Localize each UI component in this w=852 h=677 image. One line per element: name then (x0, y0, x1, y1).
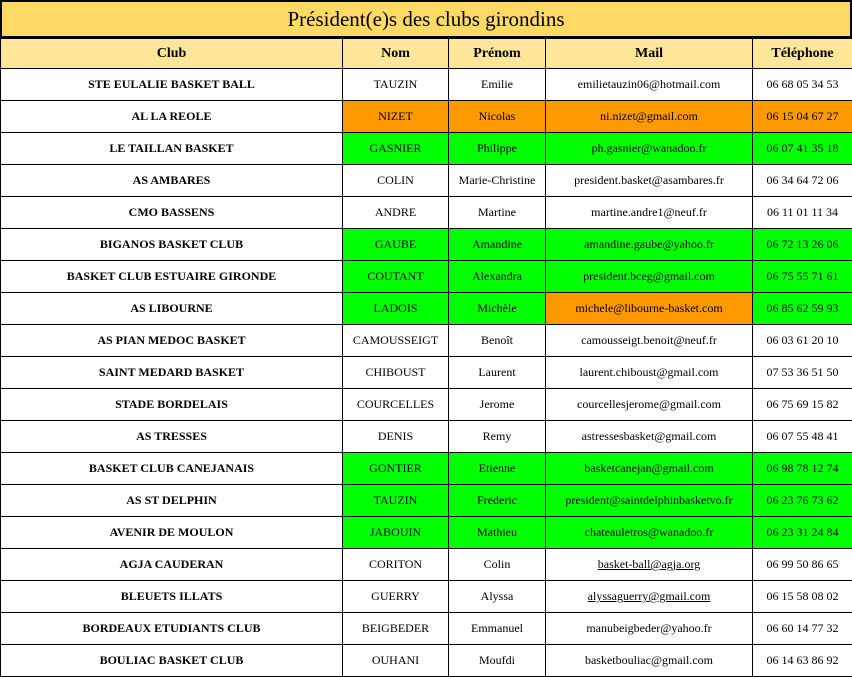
cell-telephone[interactable]: 06 34 64 72 06 (753, 165, 852, 197)
cell-telephone[interactable]: 06 15 04 67 27 (753, 101, 852, 133)
cell-nom[interactable]: GUERRY (343, 581, 449, 613)
cell-mail[interactable]: amandine.gaube@yahoo.fr (546, 229, 753, 261)
cell-prenom[interactable]: Alyssa (449, 581, 546, 613)
cell-mail[interactable]: michele@libourne-basket.com (546, 293, 753, 325)
cell-prenom[interactable]: Nicolas (449, 101, 546, 133)
column-header-mail[interactable]: Mail (546, 39, 753, 69)
cell-nom[interactable]: OUHANI (343, 645, 449, 677)
cell-nom[interactable]: NIZET (343, 101, 449, 133)
cell-nom[interactable]: CHIBOUST (343, 357, 449, 389)
table-row (1, 421, 852, 453)
cell-prenom[interactable]: Michèle (449, 293, 546, 325)
cell-prenom[interactable]: Frederic (449, 485, 546, 517)
cell-mail[interactable]: courcellesjerome@gmail.com (546, 389, 753, 421)
cell-club[interactable]: AGJA CAUDERAN (1, 549, 343, 581)
table-row (1, 581, 852, 613)
cell-telephone[interactable]: 07 53 36 51 50 (753, 357, 852, 389)
cell-prenom[interactable]: Moufdi (449, 645, 546, 677)
cell-mail[interactable]: alyssaguerry@gmail.com (546, 581, 753, 613)
cell-club[interactable]: BASKET CLUB ESTUAIRE GIRONDE (1, 261, 343, 293)
cell-nom[interactable]: TAUZIN (343, 69, 449, 101)
cell-telephone[interactable]: 06 85 62 59 93 (753, 293, 852, 325)
cell-prenom[interactable]: Colin (449, 549, 546, 581)
table-row (1, 293, 852, 325)
cell-club[interactable]: CMO BASSENS (1, 197, 343, 229)
cell-mail[interactable]: emilietauzin06@hotmail.com (546, 69, 753, 101)
cell-nom[interactable]: CORITON (343, 549, 449, 581)
cell-prenom[interactable]: Philippe (449, 133, 546, 165)
cell-club[interactable]: AS TRESSES (1, 421, 343, 453)
column-header-nom[interactable]: Nom (343, 39, 449, 69)
cell-telephone[interactable]: 06 07 41 35 18 (753, 133, 852, 165)
cell-club[interactable]: LE TAILLAN BASKET (1, 133, 343, 165)
cell-telephone[interactable]: 06 03 61 20 10 (753, 325, 852, 357)
cell-mail[interactable]: president@saintdelphinbasketvo.fr (546, 485, 753, 517)
cell-telephone[interactable]: 06 98 78 12 74 (753, 453, 852, 485)
cell-mail[interactable]: manubeigbeder@yahoo.fr (546, 613, 753, 645)
cell-telephone[interactable]: 06 99 50 86 65 (753, 549, 852, 581)
cell-mail[interactable]: laurent.chiboust@gmail.com (546, 357, 753, 389)
cell-telephone[interactable]: 06 23 31 24 84 (753, 517, 852, 549)
cell-club[interactable]: AS PIAN MEDOC BASKET (1, 325, 343, 357)
cell-prenom[interactable]: Marie-Christine (449, 165, 546, 197)
cell-mail[interactable]: president.bceg@gmail.com (546, 261, 753, 293)
column-header-prenom[interactable]: Prénom (449, 39, 546, 69)
cell-mail[interactable]: basketbouliac@gmail.com (546, 645, 753, 677)
cell-nom[interactable]: TAUZIN (343, 485, 449, 517)
cell-telephone[interactable]: 06 75 55 71 61 (753, 261, 852, 293)
cell-prenom[interactable]: Laurent (449, 357, 546, 389)
cell-club[interactable]: BASKET CLUB CANEJANAIS (1, 453, 343, 485)
cell-nom[interactable]: BEIGBEDER (343, 613, 449, 645)
table-row (1, 69, 852, 101)
cell-prenom[interactable]: Alexandra (449, 261, 546, 293)
table-row (1, 453, 852, 485)
column-header-club[interactable]: Club (1, 39, 343, 69)
cell-nom[interactable]: LADOIS (343, 293, 449, 325)
cell-nom[interactable]: COURCELLES (343, 389, 449, 421)
cell-nom[interactable]: GONTIER (343, 453, 449, 485)
cell-prenom[interactable]: Jerome (449, 389, 546, 421)
cell-prenom[interactable]: Martine (449, 197, 546, 229)
cell-telephone[interactable]: 06 23 76 73 62 (753, 485, 852, 517)
cell-club[interactable]: AL LA REOLE (1, 101, 343, 133)
cell-prenom[interactable]: Etienne (449, 453, 546, 485)
cell-nom[interactable]: COUTANT (343, 261, 449, 293)
table-row (1, 357, 852, 389)
cell-nom[interactable]: JABOUIN (343, 517, 449, 549)
cell-nom[interactable]: DENIS (343, 421, 449, 453)
cell-nom[interactable]: ANDRE (343, 197, 449, 229)
table-row (1, 165, 852, 197)
cell-nom[interactable]: CAMOUSSEIGT (343, 325, 449, 357)
page-title: Président(e)s des clubs girondins (0, 0, 852, 38)
table-row (1, 197, 852, 229)
cell-nom[interactable]: COLIN (343, 165, 449, 197)
cell-mail[interactable]: astressesbasket@gmail.com (546, 421, 753, 453)
table-row (1, 389, 852, 421)
cell-mail[interactable]: president.basket@asambares.fr (546, 165, 753, 197)
cell-telephone[interactable]: 06 07 55 48 41 (753, 421, 852, 453)
table-row (1, 645, 852, 677)
cell-telephone[interactable]: 06 60 14 77 32 (753, 613, 852, 645)
cell-mail[interactable]: chateauletros@wanadoo.fr (546, 517, 753, 549)
cell-club[interactable]: STADE BORDELAIS (1, 389, 343, 421)
table-row (1, 101, 852, 133)
cell-club[interactable]: SAINT MEDARD BASKET (1, 357, 343, 389)
presidents-table (0, 38, 852, 677)
cell-mail[interactable]: ni.nizet@gmail.com (546, 101, 753, 133)
cell-mail[interactable]: ph.gasnier@wanadoo.fr (546, 133, 753, 165)
table-row (1, 229, 852, 261)
table-row (1, 133, 852, 165)
cell-mail[interactable]: basketcanejan@gmail.com (546, 453, 753, 485)
cell-prenom[interactable]: Benoît (449, 325, 546, 357)
cell-club[interactable]: AS ST DELPHIN (1, 485, 343, 517)
table-row (1, 549, 852, 581)
cell-prenom[interactable]: Amandine (449, 229, 546, 261)
cell-club[interactable]: BOULIAC BASKET CLUB (1, 645, 343, 677)
cell-nom[interactable]: GASNIER (343, 133, 449, 165)
column-header-telephone[interactable]: Téléphone (753, 39, 852, 69)
cell-mail[interactable]: camousseigt.benoit@neuf.fr (546, 325, 753, 357)
cell-telephone[interactable]: 06 15 58 08 02 (753, 581, 852, 613)
cell-mail[interactable]: martine.andre1@neuf.fr (546, 197, 753, 229)
cell-prenom[interactable]: Emilie (449, 69, 546, 101)
cell-prenom[interactable]: Remy (449, 421, 546, 453)
table-row (1, 613, 852, 645)
cell-club[interactable]: AS AMBARES (1, 165, 343, 197)
cell-telephone[interactable]: 06 75 69 15 82 (753, 389, 852, 421)
cell-telephone[interactable]: 06 68 05 34 53 (753, 69, 852, 101)
cell-club[interactable]: STE EULALIE BASKET BALL (1, 69, 343, 101)
cell-prenom[interactable]: Emmanuel (449, 613, 546, 645)
cell-club[interactable]: AS LIBOURNE (1, 293, 343, 325)
cell-prenom[interactable]: Mathieu (449, 517, 546, 549)
cell-club[interactable]: BORDEAUX ETUDIANTS CLUB (1, 613, 343, 645)
cell-telephone[interactable]: 06 11 01 11 34 (753, 197, 852, 229)
table-row (1, 485, 852, 517)
cell-telephone[interactable]: 06 72 13 26 06 (753, 229, 852, 261)
table-row (1, 261, 852, 293)
cell-telephone[interactable]: 06 14 63 86 92 (753, 645, 852, 677)
cell-club[interactable]: BIGANOS BASKET CLUB (1, 229, 343, 261)
table-row (1, 325, 852, 357)
cell-nom[interactable]: GAUBE (343, 229, 449, 261)
cell-club[interactable]: BLEUETS ILLATS (1, 581, 343, 613)
table-row (1, 517, 852, 549)
cell-club[interactable]: AVENIR DE MOULON (1, 517, 343, 549)
header-row (1, 39, 852, 69)
table-body (1, 69, 852, 677)
cell-mail[interactable]: basket-ball@agja.org (546, 549, 753, 581)
